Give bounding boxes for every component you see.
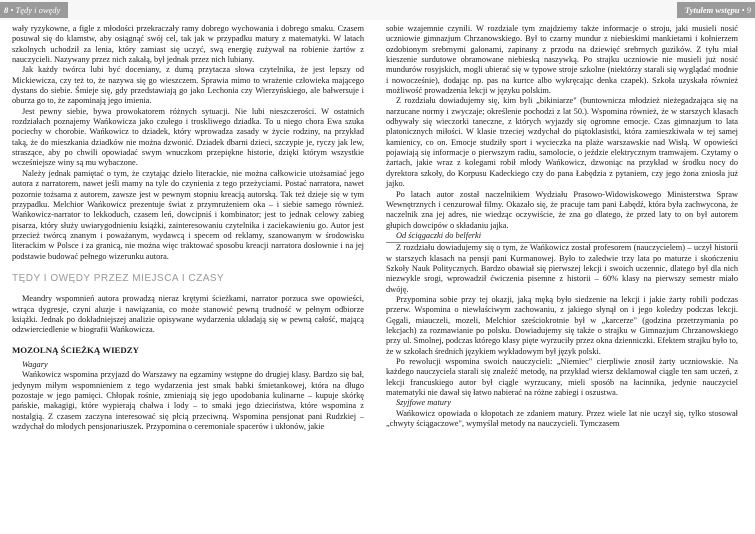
paragraph: Wańkowicz wspomina przyjazd do Warszawy na egzaminy wstępne do drugiej klasy. Bardzo się bał, jedynym miłym wspomnieniem z tego wydarzenia jest smak babki śmietankowej, która na długo pozostaje w jego pamięci. Chłopak rośnie, zmieniają się jego upodobania kulinarne – kupuje skórkę pańskie, makagigi, które wypierają chałwa i lody – to smaki jego dzieciństwa, które wspomina z nostalgią. Z czasem zaczyna interesować się płcią przeciwną. Wspomina pensjonat pani Rudzkiej – wzdychał do młodych pensjonariuszek. Przypomina o ceremoniale spacerów i ukłonów, jakie [12, 370, 364, 432]
paragraph: Jest pewny siebie, bywa prowokatorem różnych sytuacji. Nie lubi nieszczerości. W ostatnich rozdziałach poznajemy Wańkowicza jako czułego i troskliwego dziadka. To u niego chora Ewa szuka pociechy w chorobie. Wańkowicz to dziadek, który wprowadza zasady w życie rodziny, na przykład taką, że do mieszkania dziadków nie można dzwonić. Dziadek dbarni dzieci, szczypie je, ryczy jak lew, straszące, aby po chwili opowiadać swym wnuczkom przepiękne historie, dzięki którym wszystkie wcześniejsze winy są mu wybaczone. [12, 106, 364, 168]
right-page-number: 9 [746, 5, 751, 15]
subsection-title: MOZOLNĄ ŚCIEŻKĄ WIEDZY [12, 344, 139, 355]
boxed-heading: Od ściągaczki do belferki [386, 231, 738, 243]
paragraph: sobie wzajemnie czynili. W rozdziale tym znajdziemy także informacje o stroju, jaki musieli nosić uczniowie gimnazjum Chrzanowskiego. Był to czarny mundur z niebieskimi mankietami i kołnierzem ozdobionym srebrnymi galonami, zapinany z przodu na dziewięć srebrnych guzików. Z tyłu miał kieszenie surdutowe obramowane niebieską naszywką. Po strajku uczniowie nie musieli już nosić mundurów rosyjskich, mogli ubierać się w typowe stroje szkolne (niektórzy starali się wyglądać modnie i nowocześnie), dodając np. pas na kurtce albo wykręcając denka czapek). Szkoła uzyskała również możliwość prowadzenia lekcji w języku polskim. [386, 24, 738, 96]
right-running-title: Tytułem wstępu [684, 5, 740, 15]
paragraph: Wańkowicz opowiada o kłopotach ze zdaniem matury. Przez wiele lat nie uczył się, tylko stosował „chwyty ściągaczowe", wymyślał metody na nauczycieli. Tymczasem [386, 408, 738, 429]
left-page-number: 8 [4, 5, 9, 15]
italic-heading: Szyjfowe matury [396, 398, 451, 408]
paragraph: Należy jednak pamiętać o tym, że czytając dzieło literackie, nie można całkowicie utożsamiać jego autora z narratorem, nawet jeśli mamy na tyle do czynienia z tego przeżyciami. Postać narratora, nawet pozornie tożsama z autorem, zawsze jest w pewnym stopniu kreacją autorską. Tak też dzieje się w tym przypadku. Melchior Wańkowicz prezentuje świat z przymrużeniem oka – i siebie samego również. Wańkowicz-narrator to lekkoduch, czasem leń, dowcipniś i kombinator; jest to jednak celowy zabieg pisarza, który służy uwiarygodnieniu książki, zainteresowaniu czytelnika i zaciekawieniu go. Autor jest przecież twórcą znanym i poważanym, wydawcą i specem od reklamy, szanowanym w środowisku literackim w Polsce i za granicą, nie można więc traktować sposobu kreacji narratora dosłownie i na jej podstawie budować pełnego wizerunku autora. [12, 168, 364, 261]
paragraph: Po latach autor został naczelnikiem Wydziału Prasowo-Widowiskowego Ministerstwa Spraw Wewnętrznych i cenzurował filmy. Okazało się, że pracuje tam pani Łabędź, która była zachwycona, że naczelnik zna jej adres, nie wiedząc oczywiście, że zna go dlatego, że przed laty to on był autorem głupich dowcipów o składaniu jajka. [386, 189, 738, 230]
right-page-column [386, 24, 738, 429]
section-title: TĘDY I OWĘDY PRZEZ MIEJSCA I CZASY [12, 272, 225, 284]
italic-heading: Wagary [22, 359, 48, 369]
right-page-header: Tytułem wstępu • 9 [677, 2, 755, 18]
paragraph: Z rozdziału dowiadujemy się o tym, że Wańkowicz został profesorem (nauczycielem) – uczył historii w starszych klasach na pensji pani Kurmanowej. Było to zaledwie trzy lata po maturze i skończeniu Szkoły Nauk Politycznych. Bardzo obawiał się pierwszej lekcji i swoich uczennic, dlatego był dla nich niezwykle srogi, wprowadził ćwiczenia pisemne z historii – 60% klasy na pierwszy semestr miało dwóję. [386, 243, 738, 294]
paragraph: Po rewolucji wspomina swoich nauczycieli: „Niemiec" cierpliwie znosił żarty uczniowskie. Na każdego nauczyciela starali się znaleźć metodę, na przykład wiersz deklamował ciągle ten sam uczeń, z lekcji francuskiego autor był ciągle wyrzucany, mieli sposób na łacinnika, jedynie nauczyciel matematyki nie dawał się łatwo nabierać na różne zabiegi i oszustwa. [386, 357, 738, 398]
paragraph: Jak każdy twórca lubi być doceniany, z dumą przytacza słowa czytelnika, że jest lepszy od Mickiewicza, czy też to, że nazywa się go wieszczem. Sprawia mimo to wrażenie człowieka mającego dystans do siebie. Śmieje się, gdy przedstawiają go jako Lechonia czy Wierzyńskiego, ale bałwersuje i oburza go to, że zapominają jego imienia. [12, 65, 364, 106]
left-page-header: 8 • Tędy i owędy [0, 2, 68, 18]
paragraph: Meandry wspomnień autora prowadzą nieraz krętymi ścieżkami, narrator porzuca swe opowieści, wtrąca dygresje, czyni aluzje i nawiązania, co może stanowić pewną trudność w pełnym odbiorze książki. Jednak po dokładniejszej analizie opisywane wydarzenia układają się w pewną całość, mającą odzwierciedlenie w biografii Wańkowicza. [12, 294, 364, 335]
paragraph: Z rozdziału dowiadujemy się, kim byli „bikiniarze" (buntownicza młodzież nieżegadzająca się na narzucane normy i zwyczaje; określenie pochodzi z lat 50.). Wspomina również, że w starszych klasach odbywały się wieczorki taneczne, z których wyjazdy się ogromne emocje. Czas gimnazjum to lata platonicznych miłości. W klasie trzeciej wzdychał do piątoklasistki, która zamieszkiwała w tej samej kamienicy, co on. Emocje studziły sport i wycieczka na plaże warszawskie nad Wisłą. W opowieści pojawiają się informacje o pierwszym radiu, samolocie, o jeździe elektrycznym tramwajem. Czytamy o żartach, jakie wraz z kolegami robił młody Wańkowicz, dzwoniąc na przykład w środku nocy do dyrektora szkoły, do Korpusu Kadeckiego czy do pana Łabędzia z pytaniem, czy jego żona zniosła już jajko. [386, 96, 738, 189]
paragraph: Przypomina sobie przy tej okazji, jaką męką było siedzenie na lekcji i jakie żarty robili podczas przerw. Wspomina o niewłaściwym zachowaniu, z jakiego słynął on i jego koledzy podczas lekcji. Gęgali, miauczeli, mozeli, Melchior sześciokrotnie był w „karcerze" (godzina przetrzymania po lekcjach) za rozmawianie po polsku. Dowiadujemy się także o strajku w Gimnazjum Chrzanowskiego przy ul. Smolnej, podczas którego klasy pięte wyrzuciły przez okna dzienniczki. Efektem strajku było to, że w szkołach średnich językiem wykładowym był język polski. [386, 294, 738, 356]
left-running-title: Tędy i owędy [15, 5, 61, 15]
paragraph: wały ryzykowne, a figle z młodości przekraczały ramy dobrego wychowania i dobrego smaku. Czasem posuwał się do klamstw, aby osiągnąć swój cel, tak jak w przypadku matury z matematyki. W latach szkolnych uchodził za lenia, który zamiast się uczyć, swą energię zużywał na robienie żartów z nauczycieli. Nazywany przez nich zakałą, był jednak przez nich lubiany. [12, 24, 364, 65]
page-header-bar [0, 0, 755, 20]
left-page-column [12, 24, 364, 432]
